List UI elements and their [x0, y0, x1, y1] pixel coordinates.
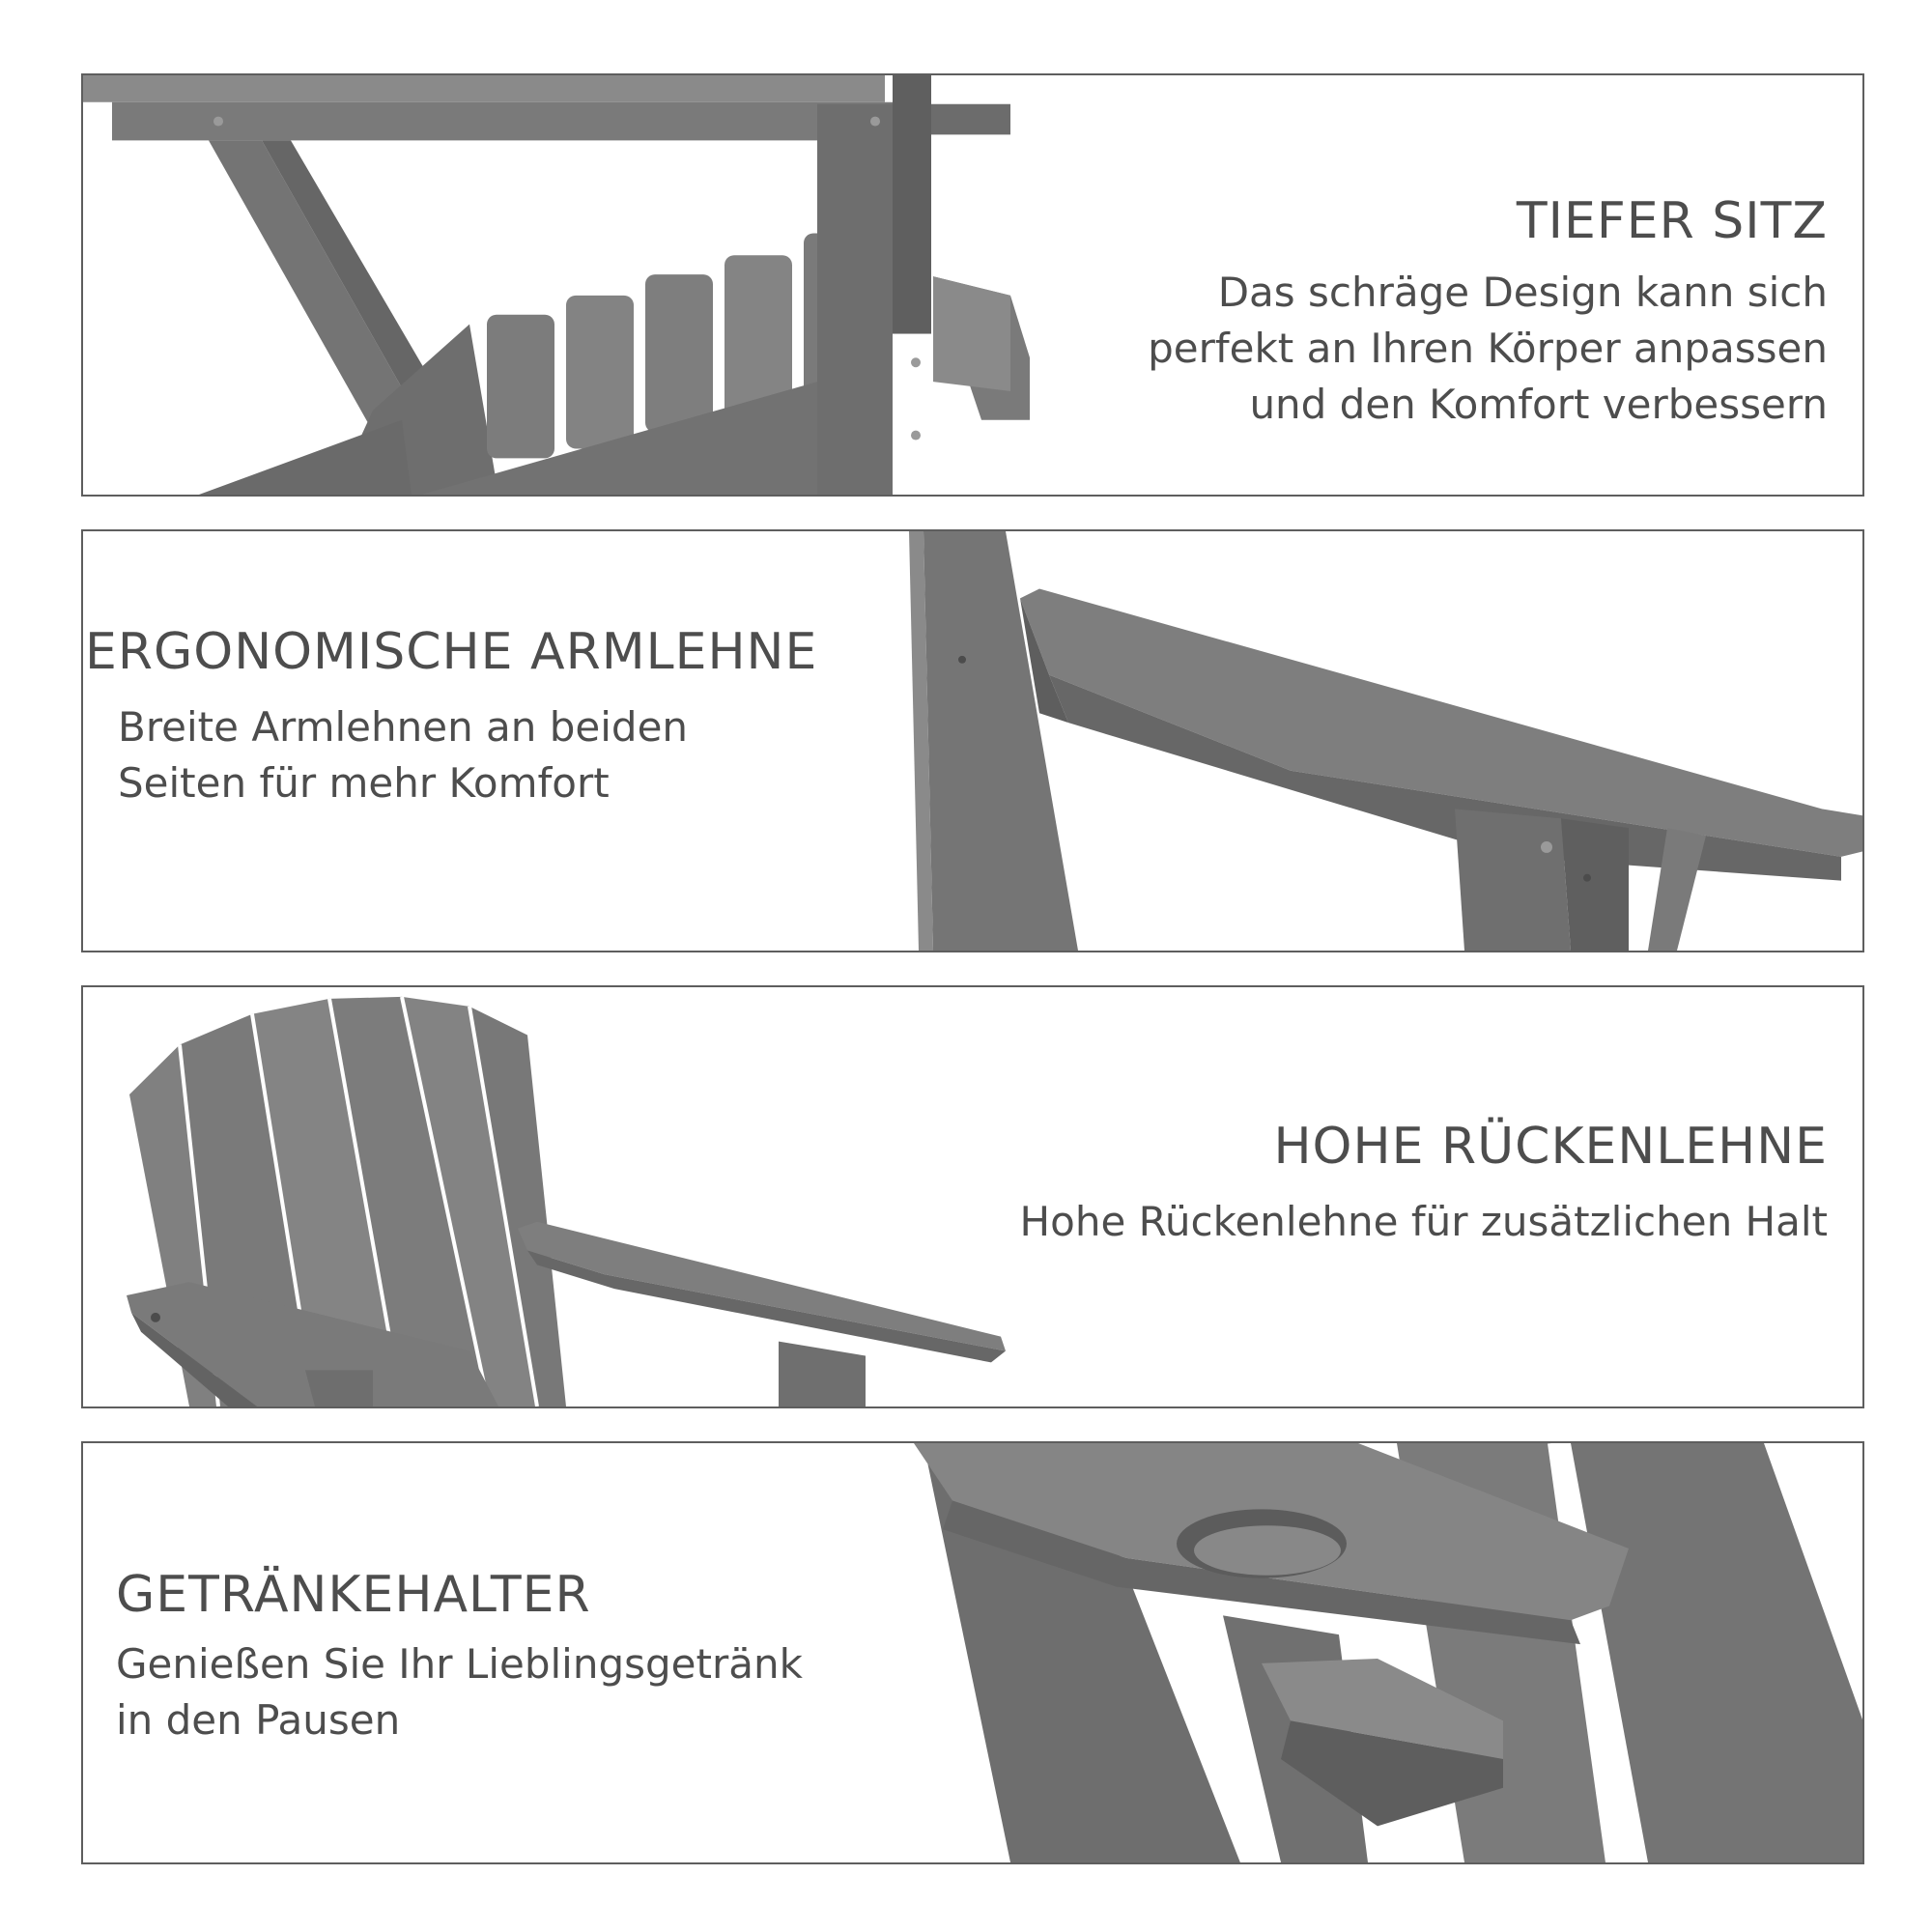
seat-photo: [83, 75, 1030, 495]
feature-title: TIEFER SITZ: [1516, 192, 1828, 250]
backrest-photo: [83, 987, 1010, 1406]
description-line: in den Pausen: [116, 1696, 401, 1745]
feature-panel-cup-holder: [81, 1441, 1864, 1864]
feature-panel-high-backrest: [81, 985, 1864, 1408]
description-line: perfekt an Ihren Körper anpassen: [1148, 325, 1828, 373]
feature-description: [1020, 1194, 1828, 1250]
feature-description: [118, 699, 817, 811]
armrest-photo: [837, 531, 1864, 951]
deep-seat-text: [1148, 191, 1828, 433]
description-line: Breite Armlehnen an beiden: [118, 703, 689, 752]
feature-title: HOHE RÜCKENLEHNE: [1273, 1118, 1828, 1176]
feature-description: [116, 1636, 803, 1748]
armrest-text: [85, 622, 817, 811]
description-line: Hohe Rückenlehne für zusätzlichen Halt: [1019, 1198, 1828, 1246]
feature-description: [1148, 265, 1828, 433]
feature-title: ERGONOMISCHE ARMLEHNE: [85, 623, 818, 681]
cup-holder-text: [116, 1565, 803, 1748]
description-line: und den Komfort verbessern: [1249, 381, 1828, 429]
feature-panel-deep-seat: [81, 73, 1864, 497]
feature-title: GETRÄNKEHALTER: [116, 1566, 591, 1624]
feature-panel-armrest: [81, 529, 1864, 952]
description-line: Seiten für mehr Komfort: [118, 759, 610, 808]
description-line: Das schräge Design kann sich: [1217, 269, 1828, 317]
description-line: Genießen Sie Ihr Lieblingsgetränk: [116, 1640, 803, 1689]
high-backrest-text: [1020, 1117, 1828, 1250]
cup-holder-photo: [837, 1443, 1864, 1862]
